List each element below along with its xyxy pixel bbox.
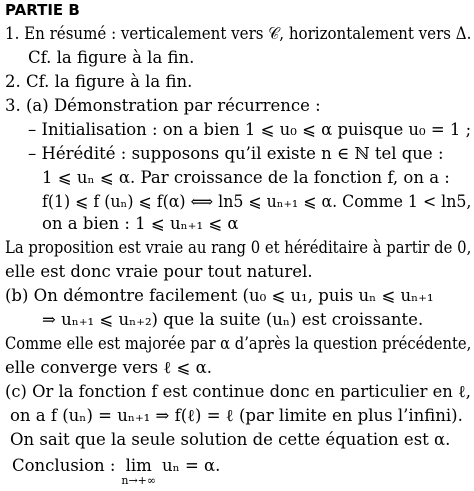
- text-line-1: 1. En résumé : verticalement vers 𝒞, horizontalement vers Δ.: [5, 24, 472, 43]
- text-line-5: – Initialisation : on a bien 1 ⩽ u₀ ⩽ α puisque u₀ = 1 ;: [28, 120, 472, 139]
- text-line-2: Cf. la figure à la fin.: [28, 48, 195, 67]
- text-line-8: f(1) ⩽ f (uₙ) ⩽ f(α) ⟺ ln5 ⩽ uₙ₊₁ ⩽ α. Comme 1 < ln5,: [42, 192, 472, 211]
- text-line-14: Comme elle est majorée par α d’après la question précédente,: [5, 334, 472, 353]
- text-line-17: on a f (uₙ) = uₙ₊₁ ⇒ f(ℓ) = ℓ (par limite en plus l’infini).: [10, 406, 463, 425]
- conclusion-label: Conclusion :: [12, 456, 116, 475]
- limit-subscript: n→+∞: [121, 474, 157, 487]
- text-line-11: elle est donc vraie pour tout naturel.: [5, 262, 313, 281]
- text-line-4: 3. (a) Démonstration par récurrence :: [5, 96, 321, 115]
- text-line-18: On sait que la seule solution de cette équation est α.: [10, 430, 451, 449]
- limit-word: lim: [125, 456, 152, 475]
- text-line-13: ⇒ uₙ₊₁ ⩽ uₙ₊₂) que la suite (uₙ) est croissante.: [42, 310, 424, 329]
- section-title: PARTIE B: [5, 1, 80, 19]
- text-line-9: on a bien : 1 ⩽ uₙ₊₁ ⩽ α: [42, 214, 239, 233]
- text-line-15: elle converge vers ℓ ⩽ α.: [5, 358, 212, 377]
- text-line-3: 2. Cf. la figure à la fin.: [5, 72, 193, 91]
- text-line-12: (b) On démontre facilement (u₀ ⩽ u₁, puis uₙ ⩽ uₙ₊₁: [5, 286, 434, 305]
- text-line-16: (c) Or la fonction f est continue donc en particulier en ℓ,: [5, 382, 471, 401]
- conclusion-expression: uₙ = α.: [161, 456, 221, 475]
- text-line-6: – Hérédité : supposons qu’il existe n ∈ ℕ tel que :: [28, 144, 444, 163]
- text-line-10: La proposition est vraie au rang 0 et héréditaire à partir de 0,: [5, 238, 472, 257]
- conclusion-line: [12, 456, 221, 487]
- limit-operator: [121, 456, 157, 487]
- text-line-7: 1 ⩽ uₙ ⩽ α. Par croissance de la fonction f, on a :: [42, 168, 450, 187]
